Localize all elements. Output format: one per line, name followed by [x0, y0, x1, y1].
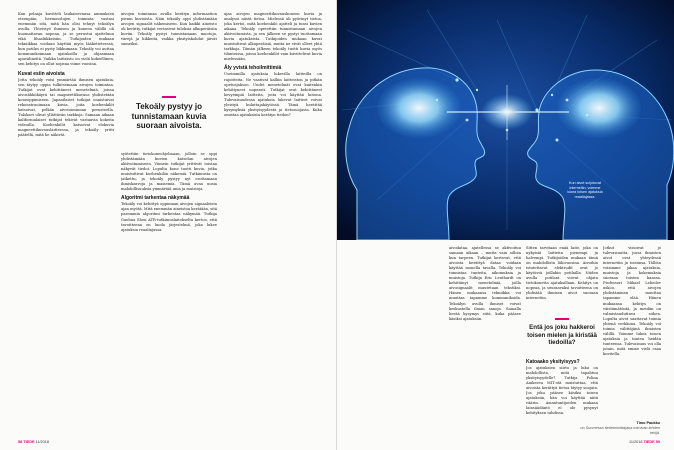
- body-text: syötettiin tietokoneohjelmaan, jolloin se oppi yhdistämään kuvien katselun aivojen aktivoitumiseen. Viimein tutkijat yrittivät toistaa näkyvät tiedot. Lopulta kone tuotti kuvia, jotka muistuttivat koehenkilön näkemiä. Tutkimusta on jatkettu, ja tekoäly pystyy nyt erottamaan ihmiskasvoja ja maisemia. Tämä avaa uusia mahdollisuuksia ymmärtää unia ja muistoja.: [121, 152, 217, 192]
- body-text: ajaa aivojen magneettikuvauskoneen kuvia ja analysoi niistä tietoa. Mielessä oli pyörinyt tietoa, joka kertoi, mitä koehenkilö ajatteli ja tunsi kuvien aikana. Tekoäly opetettiin tunnistamaan aivojen aktivoitumista, ja sen jälkeen se pystyi tuottamaan kuvia ajatuksista. Tutkijoiden mukaan kuvat muistuttivat alkuperäisiä, mutta ne eivät olleet yhtä tarkkoja. Tämän jälkeen tekoäly tuotti kuvia myös tilanteissa, joissa koehenkilöt vain kuvittelivat kuvia mielessään.: [224, 12, 322, 62]
- body-text: Sitten tarvitaan enää laite, joka on nykyisiä laitteita pienempi ja halvempi. Tutkijoiden mukaan tämä on mahdollista lähivuosina. Aivoihin istutettavat elektrodit ovat jo käytössä joillakin potilailla. Niiden avulla potilaat voivat ohjata tietokonetta ajatuksillaan. Kehitys on nopeaa, ja seuraavaksi tavoitteena on yhdistää ihmisen aivot suoraan internetiin.: [526, 246, 598, 301]
- brain-network-illustration: [337, 0, 674, 240]
- body-text: aivodataa, ajatellessa se aktivoituu samaan aikaan – mutta vain silloin kun tarpeen. Tutkijat kertovat, että aivoista kerättyä dataa voidaan käyttää monella tavalla. Tekoäly voi tunnistaa tunteita, aikomuksia ja muistoja. Tutkija Eric Leuthardt on kehittänyt menetelmiä, joilla aivosignaalit muutetaan tekstiksi. Hänen mukaansa tekniikka voi muuttaa tapamme kommunikoida. Tekoälyn avulla ihmiset voivat keskustella ilman sanoja. Samalla herää kysymys siitä, kuka pääsee käsiksi ajatuksiin.: [449, 246, 521, 321]
- accent-rule: [162, 96, 176, 98]
- left-page: [0, 0, 336, 450]
- image-caption: Kun aivot suljutuvat internetiin, voimme lukea toisen ajatuksia reaaliajassa.: [567, 181, 603, 199]
- text-column-5: [526, 246, 598, 310]
- pull-quote: [124, 96, 214, 131]
- pull-quote-text: Tekoäly pystyy jo tunnistamaan kuvia suoraan aivoista.: [131, 102, 207, 130]
- author-name: Timo Paukku: [636, 421, 660, 425]
- subheading: Algoritmi tarkentaa näkymää: [121, 195, 190, 202]
- body-text: Jotkut visioivat jo tulevaisuutta, jossa ihmisten aivot ovat yhteydessä internetiin ja toisiinsa. Tällöin voisimme jakaa ajatuksia, muistoja ja kokemuksia suoraan toisten kanssa. Professori Mikael Lebedev uskoo, että aivojen yhdistäminen muuttaa tapamme elää. Hänen mukaansa kehitys on väistämätöntä, ja meidän on valmistauduttava siihen. Lopulta aivot saattavat toimia yhtenä verkkona. Tekoäly voi toimia välittäjänä ihmisten välillä. Voimme lukea toisen ajatuksia ja tuntea heidän tunteensa. Tulevaisuus voi olla jotain, mitä emme vielä osaa kuvitella.: [603, 246, 661, 356]
- text-column-3: [224, 12, 322, 432]
- issue-number: 11/2018: [35, 440, 49, 444]
- subheading: Kuvat esiin aivoista: [18, 70, 65, 77]
- body-text: aivojen toiminnan avulla kerätyn informaation pienin kuvioista. Näin tekoäly oppi yhdistämään aivojen signaalit näkemiseen. Kun kaikki aineisto oli kerätty, tutkijat vertasivat tuloksia alkuperäisiin kuviin. Tekoäly pystyi tunnistamaan muotoja, värejä ja liikkeitä, vaikka yksityiskohdat jäivät sumeiksi.: [121, 12, 217, 47]
- text-column-2b: [121, 152, 217, 432]
- body-text: Kun pelaaja kuvitteli laukaisevansa ammuksen eteenpäin, hermosolujen toiminta vastasi enemmän sitä, mitä hän olisi tehnyt tekoälyn avulla. Yhteistyö ihmisen ja koneen välillä oli huomattavan nopeaa, ja se perustui ajatteluun eikä lihasliikkeisiin. Tutkijoiden mukaan tekniikkaa voidaan käyttää myös lääketieteessä, kun potilas ei pysty liikkumaan. Tekoäly voi auttaa kommunikoimaan ajatuksilla ja ohjaamaan apuvälineitä. Vaikka laitteisto on vielä kokeellinen, sen kehitys on ollut nopeaa viime vuosina.: [18, 12, 114, 67]
- right-page: [337, 0, 674, 450]
- hero-image: [337, 0, 674, 240]
- page-footer-left: [18, 440, 49, 444]
- page-footer-right: [629, 440, 660, 444]
- magazine-name: TIEDE: [643, 440, 655, 444]
- accent-rule: [555, 318, 569, 320]
- body-text: Jos ajatuksien siirto ja luku on mahdollista, mitä tapahtuu yksityisyydelle? Tutkija Polina Anikeeva MIT:stä muistuttaa, että aivoista kerättyä tietoa täytyy suojata. Jos joku pääsee käsiksi toisen ajatuksiin, hän voi käyttää niitä väärin. Asiantuntijoiden mukaan lainsäädäntö ei ole pysynyt kehityksen tahdissa.: [526, 366, 598, 416]
- left-brain-glow: [377, 78, 461, 138]
- subheading: Katoaako yksityisyys?: [526, 359, 580, 365]
- text-column-6: [603, 246, 661, 412]
- pull-quote-2: [527, 318, 597, 347]
- text-column-1: [18, 12, 114, 432]
- magazine-name: TIEDE: [23, 440, 35, 444]
- body-text: Tekoäly voi kehittyä oppimaan aivojen signaaleista ajan myötä. Mitä enemmän aineistoa kerätään, sitä paremmin algoritmi tarkentaa näkymää. Tutkija Gaohua Shen ATR-tutkimuslaitokselta kertoo, että tavoitteena on luoda järjestelmä, joka lukee ajatuksia reaaliajassa.: [121, 202, 217, 232]
- body-text: Useimmilla ajatuksia lukevilla laitteilla on rajoitteita. Ne vaativat kalliin laitteiston ja pitkän opetusjakson. Uudet menetelmät ovat kuitenkin kehittyneet nopeasti. Tutkijat ovat kehittäneet kevyempiä laitteita, joita voi käyttää kotona. Tulevaisuudessa ajatuksia lukevat laitteet voivat yleistyä kuluttajakäytössä. Tämä herättää kysymyksiä yksityisyydestä ja tietosuojasta. Kuka omistaa ajatuksista kerätyn tiedon?: [224, 72, 322, 117]
- pull-quote-text: Entä jos joku hakkeroi toisen mielen ja kiristää tiedoilla?: [527, 324, 597, 346]
- body-text: Jotta tekoäly voisi ymmärtää ihmisen ajatuksia, sen täytyy oppia tulkitsemaan aivojen toimintaa. Tutkijat ovat kehittäneet menetelmiä, joissa aivosähkökäyrä tai magneettikuvaus yhdistetään koneoppimiseen. Japanilaiset tutkijat onnistuivat rekonstruoimaan kuvia, joita koehenkilöt katsoivat, pelkän aivotoiminnan perusteella. Tulokset olivat yllättävän tarkkoja. Samaan aikaan kalifornialaiset tutkijat tekivät vastaavia kokeita videoilla. Koehenkilöt katsoivat elokuvia magneettikuvauslaitteessa, ja tekoäly yritti päätellä, mitä he näkivät.: [18, 77, 114, 138]
- text-column-2: [121, 12, 217, 90]
- page-number: 59: [655, 440, 660, 444]
- subheading: Äly yvistä tehoilmittimiä: [224, 65, 282, 72]
- page-number: 58: [18, 440, 23, 444]
- right-brain-glow: [557, 78, 641, 138]
- text-column-4: [449, 246, 521, 432]
- issue-number: 11/2018: [629, 440, 643, 444]
- author-box: [580, 421, 660, 436]
- author-description: on Suomessa tiedetoimittajana toimivan lehden tekijä.: [580, 426, 660, 435]
